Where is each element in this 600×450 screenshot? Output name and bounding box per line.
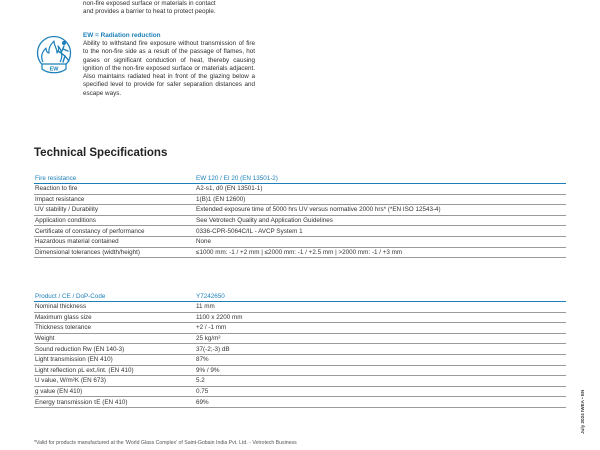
- intro-line-2: and provides a barrier to heat to protect people.: [83, 8, 216, 16]
- table-row: [34, 333, 566, 344]
- fire-resistance-table: [34, 174, 566, 258]
- row-label: UV stability / Durability: [34, 205, 195, 216]
- row-label: Application conditions: [34, 215, 195, 226]
- side-date-label: [580, 388, 586, 436]
- table-row: [34, 226, 566, 237]
- product-table: [34, 292, 566, 408]
- row-value: 69%: [195, 397, 566, 408]
- table-row: [34, 323, 566, 334]
- row-label: Sound reduction Rw (EN 140-3): [34, 344, 195, 355]
- row-value: None: [195, 236, 566, 247]
- flame-person-shield-icon: [34, 33, 78, 77]
- side-date-text: July 2024 IWEA • EN: [580, 389, 585, 434]
- table-row: [34, 344, 566, 355]
- table-header-cell: Fire resistance: [34, 174, 195, 184]
- row-label: Energy transmission τE (EN 410): [34, 397, 195, 408]
- table-row: [34, 205, 566, 216]
- row-label: Light reflection ρL ext./int. (EN 410): [34, 365, 195, 376]
- table-row: [34, 247, 566, 258]
- row-value: +2 / -1 mm: [195, 323, 566, 334]
- table-row: [34, 376, 566, 387]
- row-value: 1100 x 2200 mm: [195, 312, 566, 323]
- row-label: Hazardous material contained: [34, 236, 195, 247]
- row-value: See Vetrotech Quality and Application Guidelines: [195, 215, 566, 226]
- intro-text-continued: [83, 0, 255, 16]
- table-row: [34, 184, 566, 195]
- table-header-cell: Y7242650: [195, 292, 566, 302]
- ew-title: EW = Radiation reduction: [83, 32, 161, 39]
- table-row: [34, 354, 566, 365]
- table-row: [34, 194, 566, 205]
- ew-body: Ability to withstand fire exposure without transmission of fire to the non-fire side as a result of the passage of flames, hot gases or significant conduction of heat, thereby causing ignition of the non-fire exposed surface or materials adjacent. Also maintains radiated heat in front of the glazing below a specified level to provide for safer separation distances and escape ways.: [83, 40, 255, 97]
- row-label: Weight: [34, 333, 195, 344]
- table-row: [34, 236, 566, 247]
- row-label: Maximum glass size: [34, 312, 195, 323]
- row-value: A2-s1, d0 (EN 13501-1): [195, 184, 566, 195]
- table-header-cell: Product / CE / DoP-Code: [34, 292, 195, 302]
- table-row: [34, 312, 566, 323]
- table-header-cell: EW 120 / EI 20 (EN 13501-2): [195, 174, 566, 184]
- table-row: [34, 386, 566, 397]
- table-header-row: [34, 292, 566, 302]
- row-value: 37(-2;-3) dB: [195, 344, 566, 355]
- row-value: 0336-CPR-5064C/IL - AVCP System 1: [195, 226, 566, 237]
- row-label: Nominal thickness: [34, 302, 195, 313]
- row-value: 25 kg/m²: [195, 333, 566, 344]
- row-label: Dimensional tolerances (width/height): [34, 247, 195, 258]
- ew-description: [83, 31, 255, 98]
- row-label: Impact resistance: [34, 194, 195, 205]
- ew-icon-label: EW: [49, 66, 59, 73]
- row-value: 5.2: [195, 376, 566, 387]
- table-row: [34, 397, 566, 408]
- row-value: 9% / 9%: [195, 365, 566, 376]
- row-value: 11 mm: [195, 302, 566, 313]
- row-value: ≤1000 mm: -1 / +2 mm | ≤2000 mm: -1 / +2.5 mm | >2000 mm: -1 / +3 mm: [195, 247, 566, 258]
- section-heading: Technical Specifications: [34, 147, 168, 159]
- row-label: g value (EN 410): [34, 386, 195, 397]
- table-row: [34, 215, 566, 226]
- row-label: Certificate of constancy of performance: [34, 226, 195, 237]
- row-value: 0.75: [195, 386, 566, 397]
- row-label: U value, W/m²K (EN 673): [34, 376, 195, 387]
- row-label: Thickness tolerance: [34, 323, 195, 334]
- row-value: 1(B)1 (EN 12600): [195, 194, 566, 205]
- row-value: 87%: [195, 354, 566, 365]
- row-value: Extended exposure time of 5000 hrs UV versus normative 2000 hrs* (*EN ISO 12543-4): [195, 205, 566, 216]
- table-header-row: [34, 174, 566, 184]
- row-label: Reaction to fire: [34, 184, 195, 195]
- table-row: [34, 302, 566, 313]
- footnote: *Valid for products manufactured at the 'World Glass Complex' of Saint-Gobain India Pvt. Ltd. - Vetrotech Business: [34, 440, 297, 446]
- table-row: [34, 365, 566, 376]
- intro-line-1: non-fire exposed surface or materials in contact: [83, 0, 216, 7]
- row-label: Light transmission (EN 410): [34, 354, 195, 365]
